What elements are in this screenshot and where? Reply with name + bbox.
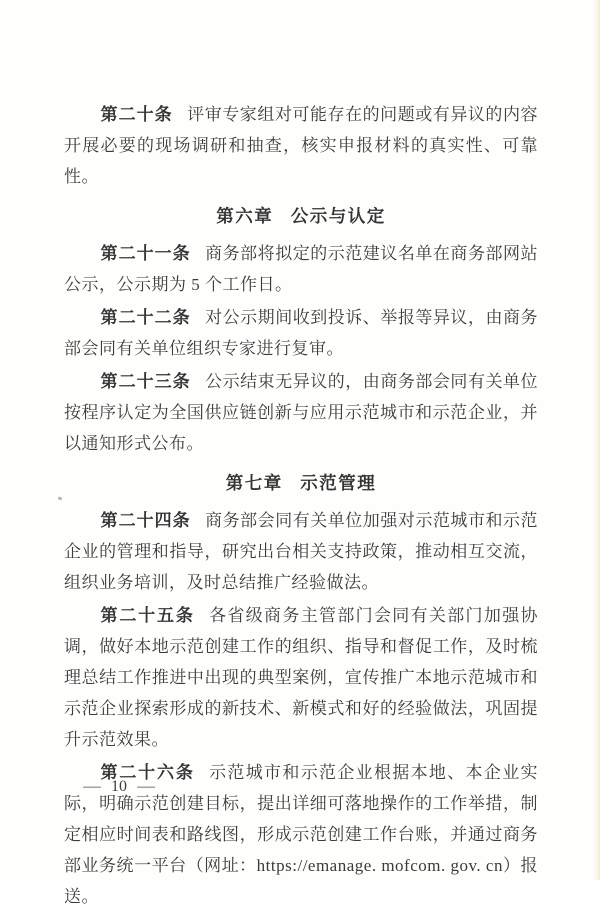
- page-number-footer: [84, 778, 154, 796]
- article-number: 第二十条: [100, 105, 173, 124]
- article-paragraph-22: [64, 302, 538, 364]
- article-number: 第二十一条: [100, 244, 191, 263]
- article-text: 商务部将拟定的示范建议名单在商务部网站公示，公示期为 5 个工作日。: [64, 244, 539, 294]
- article-text: 各省级商务主管部门会同有关部门加强协调，做好本地示范创建工作的组织、指导和督促工作，及时梳理总结工作推进中出现的典型案例，宣传推广本地示范城市和示范企业探索形成的新技术、新模式和好的经验做法，巩固提升示范效果。: [64, 606, 539, 749]
- chapter-title: 公示与认定: [290, 206, 386, 226]
- article-paragraph-25: [64, 600, 538, 755]
- chapter-heading-6: [64, 201, 538, 231]
- article-paragraph-24: [64, 505, 538, 598]
- article-text: 商务部会同有关单位加强对示范城市和示范企业的管理和指导，研究出台相关支持政策，推动相互交流，组织业务培训，及时总结推广经验做法。: [64, 511, 539, 592]
- article-number: 第二十二条: [100, 308, 191, 327]
- article-number: 第二十三条: [100, 372, 191, 391]
- chapter-heading-7: [64, 468, 538, 498]
- article-paragraph-23: [64, 366, 538, 459]
- chapter-number: 第六章: [216, 206, 274, 226]
- footer-dash-right: —: [137, 778, 155, 795]
- article-number: 第二十五条: [100, 606, 195, 625]
- article-number: 第二十六条: [100, 763, 195, 782]
- article-number: 第二十四条: [100, 511, 191, 530]
- article-text: 示范城市和示范企业根据本地、本企业实际，明确示范创建目标，提出详细可落地操作的工作举措，制定相应时间表和路线图，形成示范创建工作台账，并通过商务部业务统一平台（网址：https://emanage. mofcom. gov. cn）报送。: [64, 763, 539, 906]
- footer-dash-left: —: [83, 778, 101, 795]
- article-paragraph-20: [64, 99, 538, 192]
- scan-artifact-speck: [58, 496, 63, 500]
- article-text: 对公示期间收到投诉、举报等异议，由商务部会同有关单位组织专家进行复审。: [64, 308, 539, 358]
- article-text: 评审专家组对可能存在的问题或有异议的内容开展必要的现场调研和抽查，核实申报材料的真实性、可靠性。: [64, 105, 539, 186]
- scan-edge-artifact: [592, 0, 600, 880]
- page-number: 10: [111, 778, 127, 795]
- article-paragraph-21: [64, 238, 538, 300]
- chapter-title: 示范管理: [300, 473, 377, 493]
- article-text: 公示结束无异议的，由商务部会同有关单位按程序认定为全国供应链创新与应用示范城市和示范企业，并以通知形式公布。: [64, 372, 539, 453]
- chapter-number: 第七章: [225, 473, 283, 493]
